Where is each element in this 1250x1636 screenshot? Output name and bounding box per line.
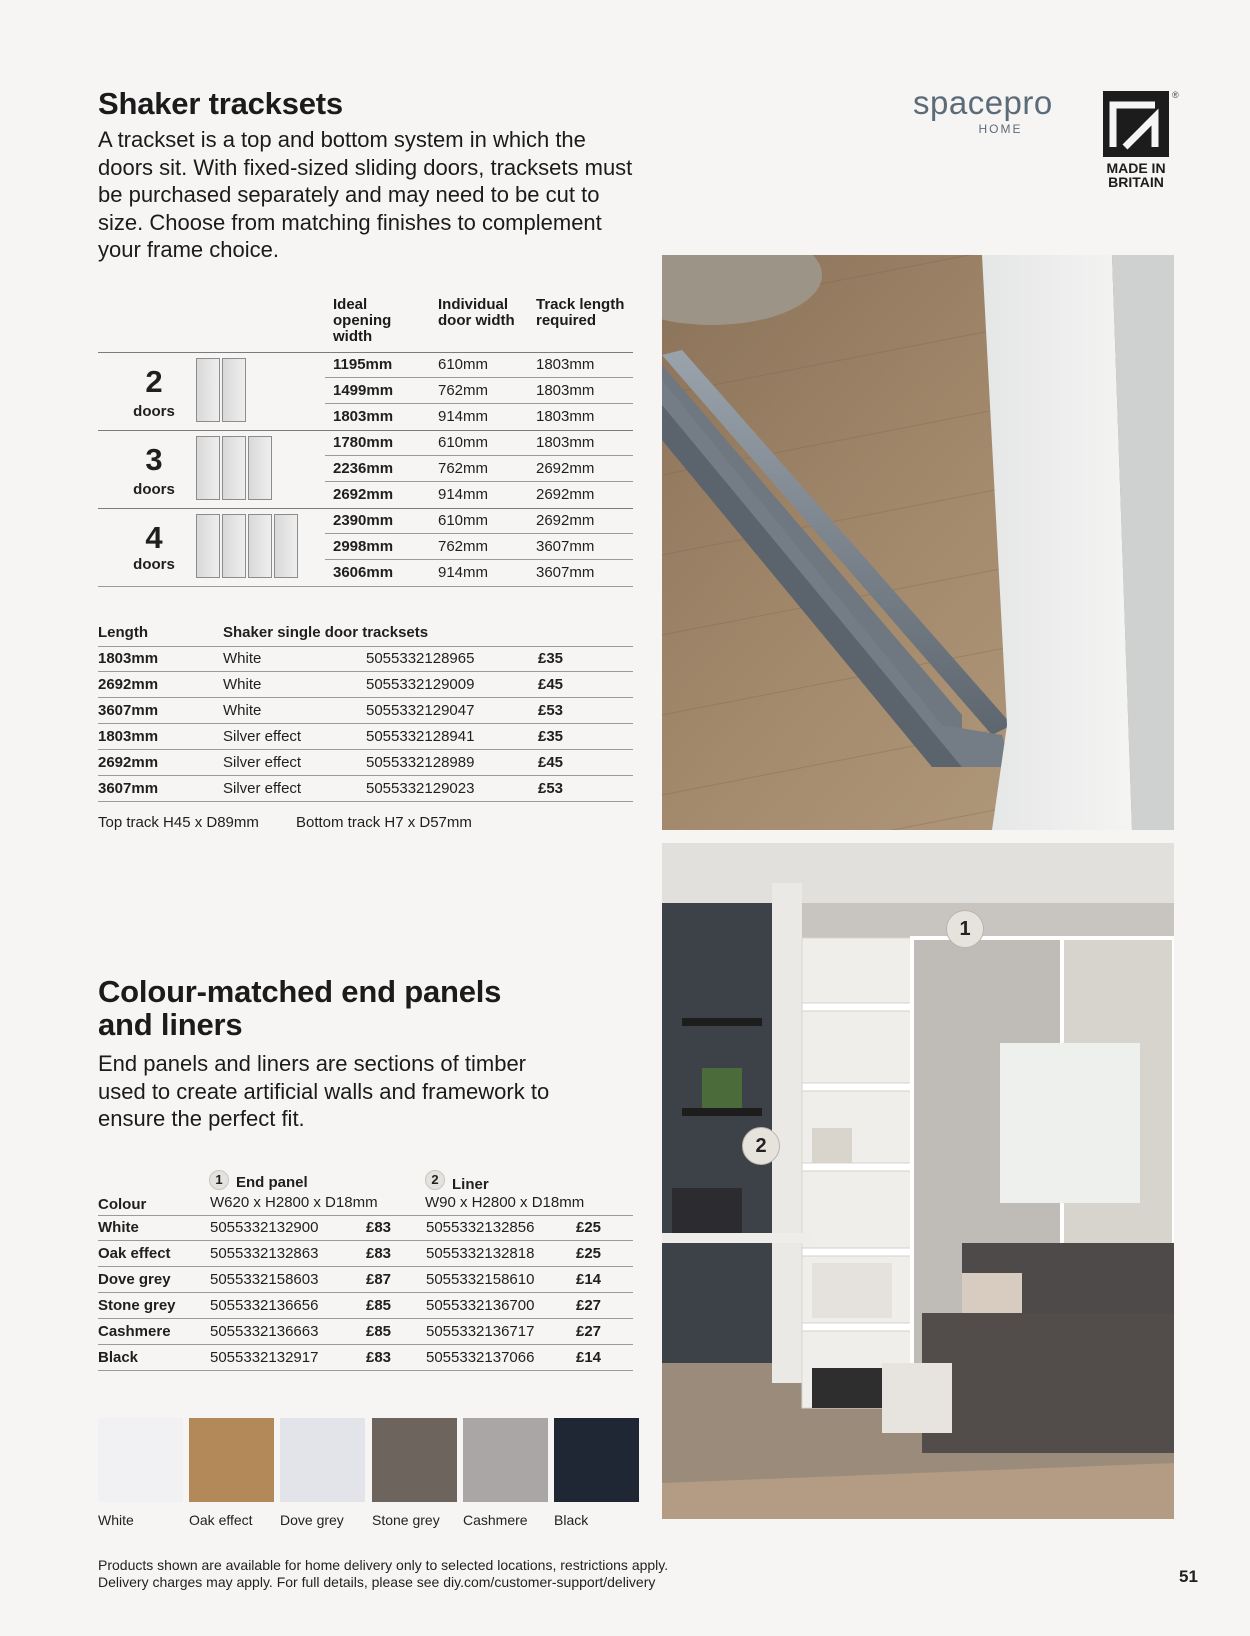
trackset-row: 3607mm White 5055332129047 £53 <box>98 698 633 724</box>
header-opening-width: Ideal opening width <box>333 296 392 345</box>
liner-badge: 2 <box>425 1170 445 1190</box>
header-length: Length <box>98 624 148 641</box>
swatch-white <box>98 1418 183 1502</box>
size-row: 1803mm 914mm 1803mm <box>333 408 595 425</box>
size-row: 1195mm 610mm 1803mm <box>325 352 633 378</box>
colour-header: Colour <box>98 1196 147 1213</box>
panels-title-line2: and liners <box>98 1007 243 1042</box>
group-3-label: doors <box>133 481 175 498</box>
size-row: 2236mm 762mm 2692mm <box>325 456 633 482</box>
top-track-note: Top track H45 x D89mm <box>98 814 259 831</box>
trackset-row: 1803mm Silver effect 5055332128941 £35 <box>98 724 633 750</box>
size-row: 1780mm 610mm 1803mm <box>325 430 633 456</box>
liner-size: W90 x H2800 x D18mm <box>425 1194 585 1211</box>
four-door-icon <box>196 514 300 578</box>
group-4-number: 4 <box>145 520 163 555</box>
tracksets-title: Shaker tracksets <box>98 86 343 121</box>
two-door-icon <box>196 358 248 422</box>
panels-intro: End panels and liners are sections of timber used to create artificial walls and framework to ensure the perfect fit. <box>98 1051 550 1131</box>
trackset-row: 3607mm Silver effect 5055332129023 £53 <box>98 776 633 802</box>
footer-line1: Products shown are available for home delivery only to selected locations, restrictions apply. <box>98 1557 669 1573</box>
trackset-row: 2692mm White 5055332129009 £45 <box>98 672 633 698</box>
panel-row: Stone grey 5055332136656 £85 5055332136700 £27 <box>98 1293 633 1319</box>
group-3-number: 3 <box>145 442 163 477</box>
made-in-britain-icon <box>1103 91 1169 157</box>
group-4-label: doors <box>133 556 175 573</box>
swatch-label: White <box>98 1512 134 1528</box>
tracksets-intro: A trackset is a top and bottom system in which the doors sit. With fixed-sized sliding doors, tracksets must be purchased separately and may need to be cut to size. Choose from matching finishes to complement your frame choice. <box>98 127 633 262</box>
photo-callout-2: 2 <box>742 1127 780 1165</box>
size-row: 2390mm 610mm 2692mm <box>325 508 633 534</box>
brand-name: spacepro <box>913 84 1053 121</box>
header-door-width: Individual door width <box>438 296 515 329</box>
panel-row: White 5055332132900 £83 5055332132856 £25 <box>98 1215 633 1241</box>
group-divider <box>98 586 633 587</box>
made-in-text: MADE IN <box>1106 160 1166 176</box>
swatch-stone-grey <box>372 1418 457 1502</box>
swatch-label: Dove grey <box>280 1512 344 1528</box>
group-2-number: 2 <box>145 364 163 399</box>
panel-row: Dove grey 5055332158603 £87 5055332158610 £14 <box>98 1267 633 1293</box>
panel-row: Black 5055332132917 £83 5055332137066 £14 <box>98 1345 633 1371</box>
britain-text: BRITAIN <box>1108 174 1164 190</box>
swatch-oak-effect <box>189 1418 274 1502</box>
brand-logo <box>913 84 1088 136</box>
group-2-label: doors <box>133 403 175 420</box>
size-row: 3606mm 914mm 3607mm <box>333 564 595 581</box>
swatch-label: Stone grey <box>372 1512 440 1528</box>
header-tracksets: Shaker single door tracksets <box>223 624 429 641</box>
end-panel-badge: 1 <box>209 1170 229 1190</box>
swatch-cashmere <box>463 1418 548 1502</box>
header-track-length: Track length required <box>536 296 625 329</box>
liner-label: Liner <box>452 1176 489 1193</box>
panels-title-line1: Colour-matched end panels <box>98 974 502 1009</box>
wardrobe-room-photo <box>662 843 1174 1519</box>
size-row: 2998mm 762mm 3607mm <box>325 534 633 560</box>
trackset-row: 2692mm Silver effect 5055332128989 £45 <box>98 750 633 776</box>
brand-sub: HOME <box>978 122 1023 136</box>
size-row: 1499mm 762mm 1803mm <box>325 378 633 404</box>
registered-mark: ® <box>1172 90 1179 100</box>
end-panel-label: End panel <box>236 1174 308 1191</box>
swatch-label: Oak effect <box>189 1512 253 1528</box>
three-door-icon <box>196 436 274 500</box>
swatch-black <box>554 1418 639 1502</box>
page-number: 51 <box>1179 1567 1198 1586</box>
photo-callout-1: 1 <box>946 910 984 948</box>
bottom-track-note: Bottom track H7 x D57mm <box>296 814 472 831</box>
panel-row: Cashmere 5055332136663 £85 5055332136717 £27 <box>98 1319 633 1345</box>
track-closeup-photo <box>662 255 1174 830</box>
swatch-dove-grey <box>280 1418 365 1502</box>
trackset-row: 1803mm White 5055332128965 £35 <box>98 646 633 672</box>
made-in-britain-badge <box>1103 91 1169 189</box>
footer-line2: Delivery charges may apply. For full details, please see diy.com/customer-support/delivery <box>98 1574 656 1590</box>
swatch-label: Black <box>554 1512 589 1528</box>
panel-row: Oak effect 5055332132863 £83 5055332132818 £25 <box>98 1241 633 1267</box>
size-row: 2692mm 914mm 2692mm <box>333 486 595 503</box>
end-panel-size: W620 x H2800 x D18mm <box>210 1194 378 1211</box>
swatch-label: Cashmere <box>463 1512 528 1528</box>
